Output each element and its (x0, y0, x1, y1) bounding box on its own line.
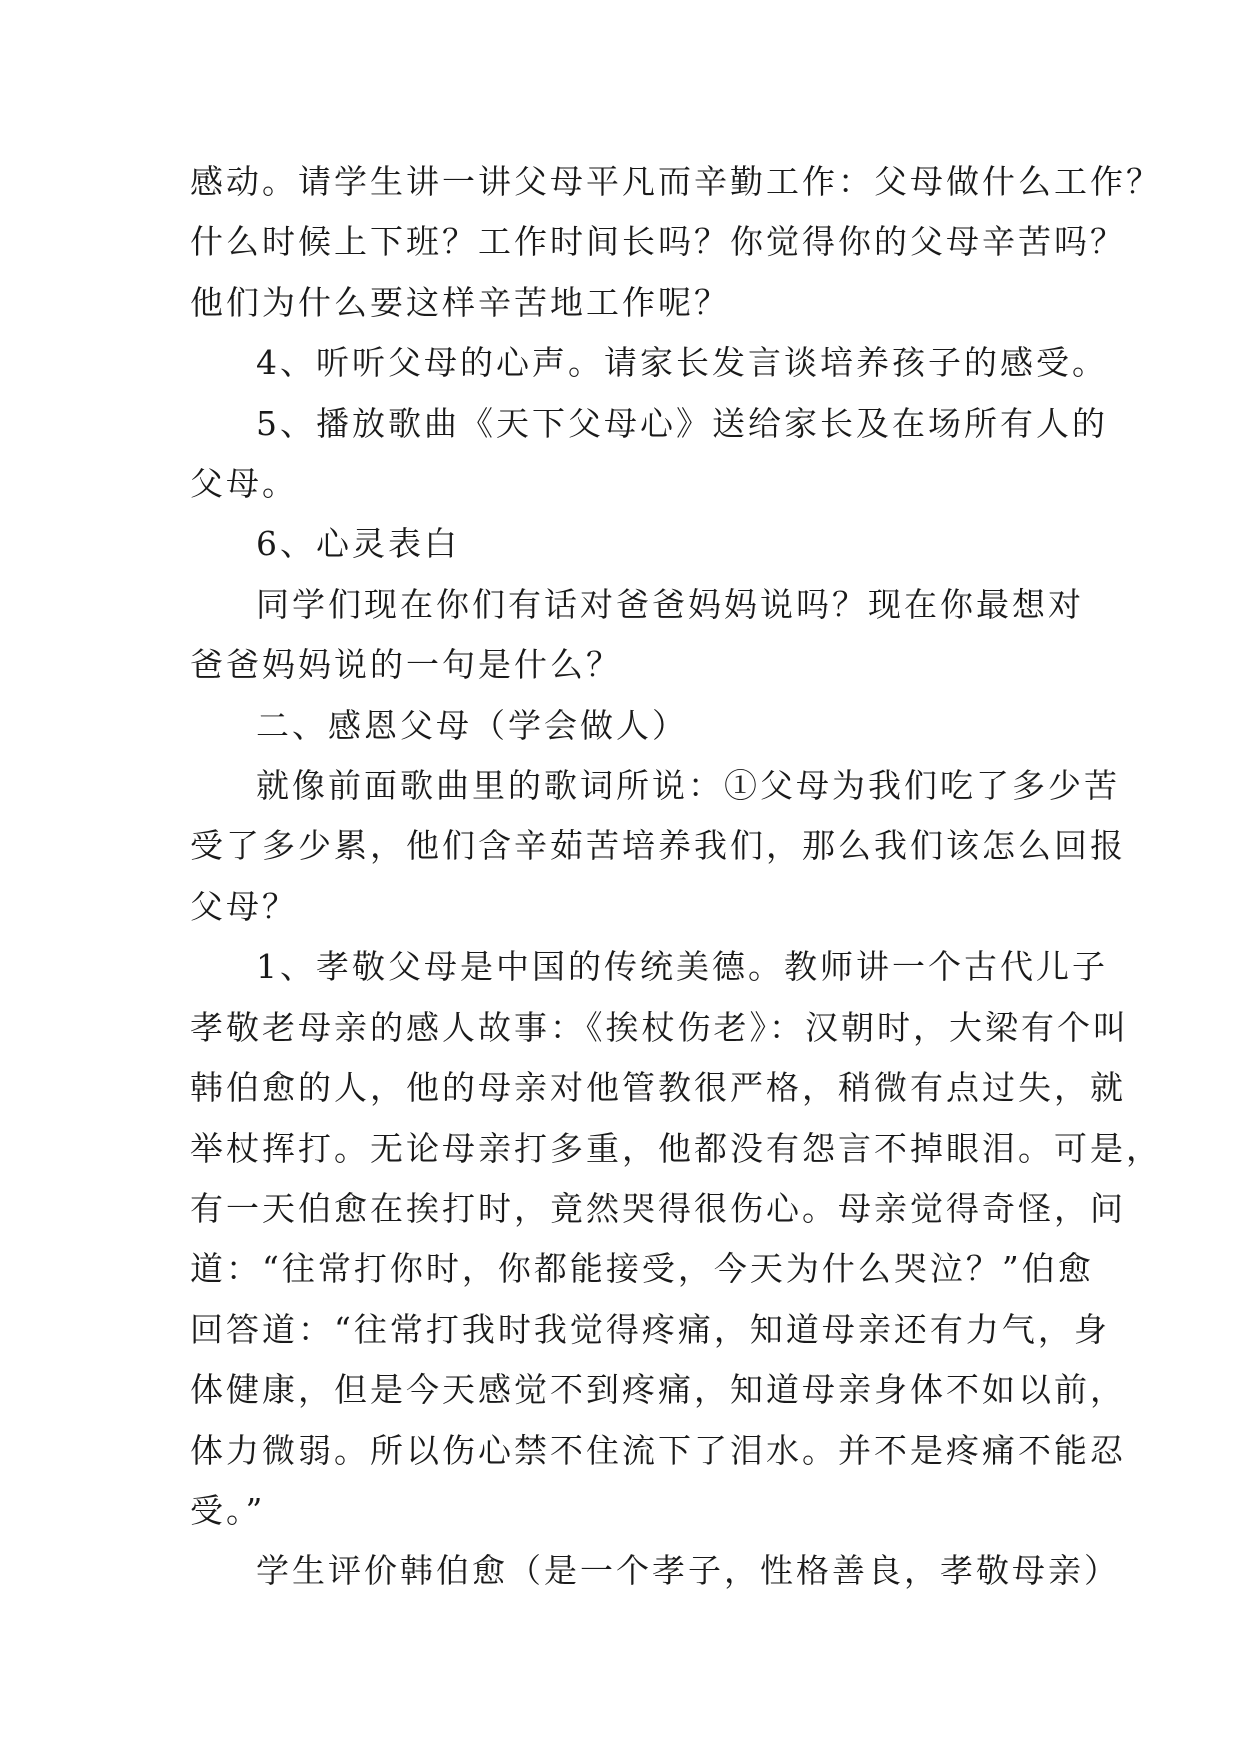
paragraph (190, 756, 1126, 937)
text-line: 体力微弱。所以伤心禁不住流下了泪水。并不是疼痛不能忍 (190, 1430, 1126, 1470)
body-text (190, 152, 1162, 1602)
text-line: 回答道：“往常打我时我觉得疼痛，知道母亲还有力气，身 (190, 1309, 1110, 1349)
text-line: 6、心灵表白 (256, 524, 460, 564)
text-line: 父母？ (190, 886, 298, 926)
paragraph (190, 333, 1108, 393)
text-line: 学生评价韩伯愈（是一个孝子，性格善良，孝敬母亲） (256, 1551, 1120, 1591)
section-heading (190, 696, 1070, 756)
text-line: 父母。 (190, 464, 298, 504)
text-line: 受。” (190, 1490, 266, 1530)
paragraph (190, 394, 1108, 515)
text-line: 体健康，但是今天感觉不到疼痛，知道母亲身体不如以前， (190, 1370, 1126, 1410)
text-line: 爸爸妈妈说的一句是什么？ (190, 645, 622, 685)
paragraph (190, 937, 1162, 1541)
paragraph (190, 575, 1084, 696)
text-line: 5、播放歌曲《天下父母心》送给家长及在场所有人的 (256, 403, 1108, 443)
text-line: 举杖挥打。无论母亲打多重，他都没有怨言不掉眼泪。可是， (190, 1128, 1162, 1168)
text-line: 孝敬老母亲的感人故事：《挨杖伤老》：汉朝时，大梁有个叫 (190, 1007, 1129, 1047)
text-line: 什么时候上下班？工作时间长吗？你觉得你的父母辛苦吗？ (190, 222, 1126, 262)
text-line: 4、听听父母的心声。请家长发言谈培养孩子的感受。 (256, 343, 1108, 383)
text-line: 就像前面歌曲里的歌词所说：①父母为我们吃了多少苦 (256, 766, 1120, 806)
text-line: 道：“往常打你时，你都能接受，今天为什么哭泣？”伯愈 (190, 1249, 1094, 1289)
text-line: 1、孝敬父母是中国的传统美德。教师讲一个古代儿子 (256, 947, 1108, 987)
text-line: 受了多少累，他们含辛茹苦培养我们，那么我们该怎么回报 (190, 826, 1126, 866)
paragraph (190, 1541, 1120, 1601)
text-line: 感动。请学生讲一讲父母平凡而辛勤工作：父母做什么工作？ (190, 162, 1162, 201)
text-line: 同学们现在你们有话对爸爸妈妈说吗？现在你最想对 (256, 584, 1084, 624)
text-line: 二、感恩父母（学会做人） (256, 705, 688, 745)
text-line: 有一天伯愈在挨打时，竟然哭得很伤心。母亲觉得奇怪，问 (190, 1188, 1126, 1228)
paragraph (190, 514, 1070, 574)
text-line: 韩伯愈的人，他的母亲对他管教很严格，稍微有点过失，就 (190, 1068, 1126, 1108)
text-line: 他们为什么要这样辛苦地工作呢？ (190, 282, 730, 322)
paragraph (190, 152, 1162, 333)
